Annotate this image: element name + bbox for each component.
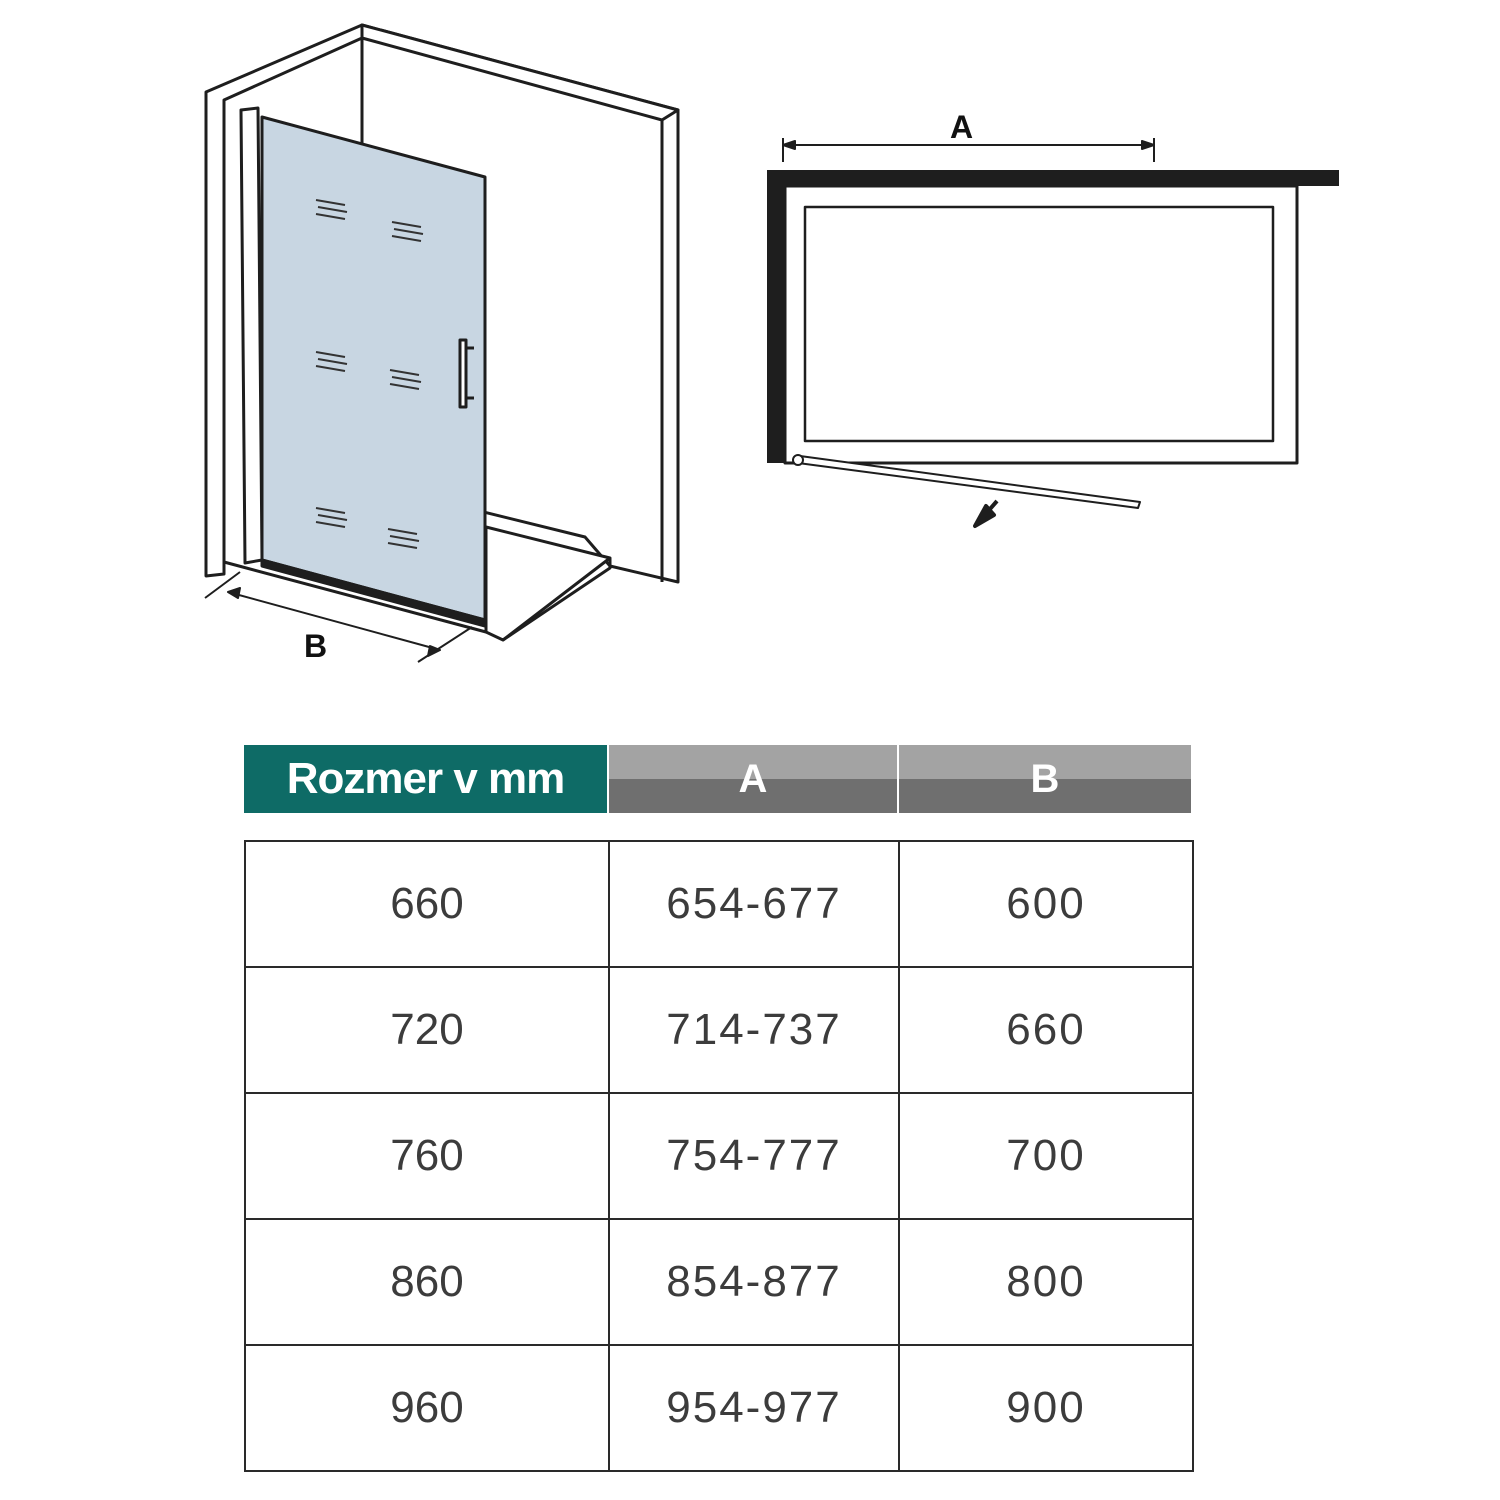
cell-size: 720 bbox=[245, 967, 609, 1093]
wall-profile bbox=[241, 108, 262, 563]
size-table bbox=[244, 840, 1194, 1472]
plan-tray bbox=[785, 186, 1297, 463]
cell-a: 854-877 bbox=[609, 1219, 899, 1345]
label-a: A bbox=[950, 109, 974, 145]
swing-arrow-icon bbox=[975, 501, 997, 526]
table-row bbox=[245, 1093, 1193, 1219]
cell-size: 860 bbox=[245, 1219, 609, 1345]
cell-size: 760 bbox=[245, 1093, 609, 1219]
table-row bbox=[245, 1345, 1193, 1471]
header-b: B bbox=[899, 745, 1191, 813]
cell-b: 800 bbox=[899, 1219, 1193, 1345]
header-size: Rozmer v mm bbox=[244, 745, 607, 813]
label-b: B bbox=[304, 628, 328, 664]
door-handle bbox=[460, 340, 466, 407]
cell-size: 960 bbox=[245, 1345, 609, 1471]
cell-a: 954-977 bbox=[609, 1345, 899, 1471]
shower-diagrams bbox=[0, 0, 1500, 700]
cell-size: 660 bbox=[245, 841, 609, 967]
table-row bbox=[245, 1219, 1193, 1345]
cell-a: 754-777 bbox=[609, 1093, 899, 1219]
glass-panel bbox=[262, 117, 485, 620]
cell-b: 660 bbox=[899, 967, 1193, 1093]
cell-b: 600 bbox=[899, 841, 1193, 967]
table-row bbox=[245, 841, 1193, 967]
perspective-view bbox=[205, 25, 678, 662]
cell-b: 900 bbox=[899, 1345, 1193, 1471]
cell-b: 700 bbox=[899, 1093, 1193, 1219]
plan-wall-top bbox=[767, 170, 1339, 463]
cell-a: 654-677 bbox=[609, 841, 899, 967]
plan-view bbox=[767, 138, 1339, 526]
cell-a: 714-737 bbox=[609, 967, 899, 1093]
table-row bbox=[245, 967, 1193, 1093]
header-a: A bbox=[609, 745, 897, 813]
